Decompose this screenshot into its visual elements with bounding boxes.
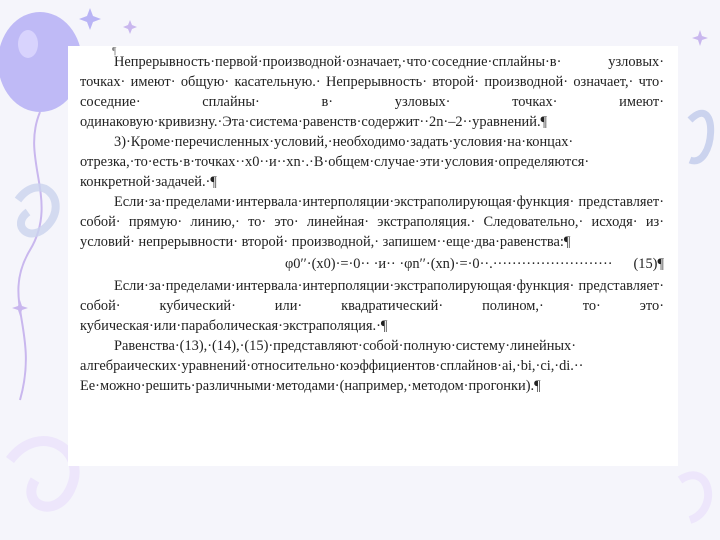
swirl-bottom-left	[10, 441, 75, 507]
paragraph-boundary-conditions: 3)·Кроме·перечисленных·условий,·необходимо·задать·условия·на·концах· отрезка,·то·есть·в·точках··x0··и··xn·.·В·общем·случае·эти·условия·определяются· конкретной·задачей.·¶	[80, 134, 590, 190]
paragraph-linear-extrapolation: Если·за·пределами·интервала·интерполяции·экстраполирующая·функция· представляет· собой· прямую· линию,· то· это· линейная· экстраполяция.· Следовательно,· исходя· из· условий· непрерывности· второй· производной,· запишем··еще·два·равенства:¶	[80, 194, 664, 250]
paragraph-cubic-extrapolation: Если·за·пределами·интервала·интерполяции·экстраполирующая·функция· представляет· собой· кубический· или· квадратический· полином,· то· это· кубическая·или·параболическая·экстраполяция.·¶	[80, 278, 664, 334]
sparkle-1	[79, 8, 101, 30]
equation-15	[80, 254, 664, 274]
swirl-left	[18, 187, 56, 233]
top-pilcrow: ¶	[112, 46, 117, 57]
balloon-left-highlight	[18, 30, 38, 58]
document-page	[68, 46, 678, 466]
sparkle-4	[692, 30, 708, 46]
equation-text: φ0′′·(x0)·=·0·· ·и·· ·φn′′·(xn)·=·0··.·························	[285, 256, 613, 272]
balloon-string	[18, 112, 41, 400]
sparkle-3	[12, 300, 28, 316]
paragraph-continuity: Непрерывность·первой·производной·означает,·что·соседние·сплайны·в· узловых· точках· имеют· общую· касательную.· Непрерывность· второй· производной· означает,· что· соседние· сплайны· в· узловых· точках· имеют· одинаковую·кривизну.·Эта·система·равенств·содержит··2n·–2··уравнений.¶	[80, 54, 664, 130]
paragraph-system-summary: Равенства·(13),·(14),·(15)·представляют·собой·полную·систему·линейных· алгебраических·уравнений·относительно·коэффициентов·сплайнов·ai,·bi,·ci,·di.·· Ее·можно·решить·различными·методами·(например,·методом·прогонки).¶	[80, 338, 584, 394]
sparkle-2	[123, 20, 137, 34]
swirl-right	[690, 113, 711, 161]
equation-number: (15)¶	[633, 256, 664, 272]
swirl-right-bottom	[680, 475, 708, 520]
